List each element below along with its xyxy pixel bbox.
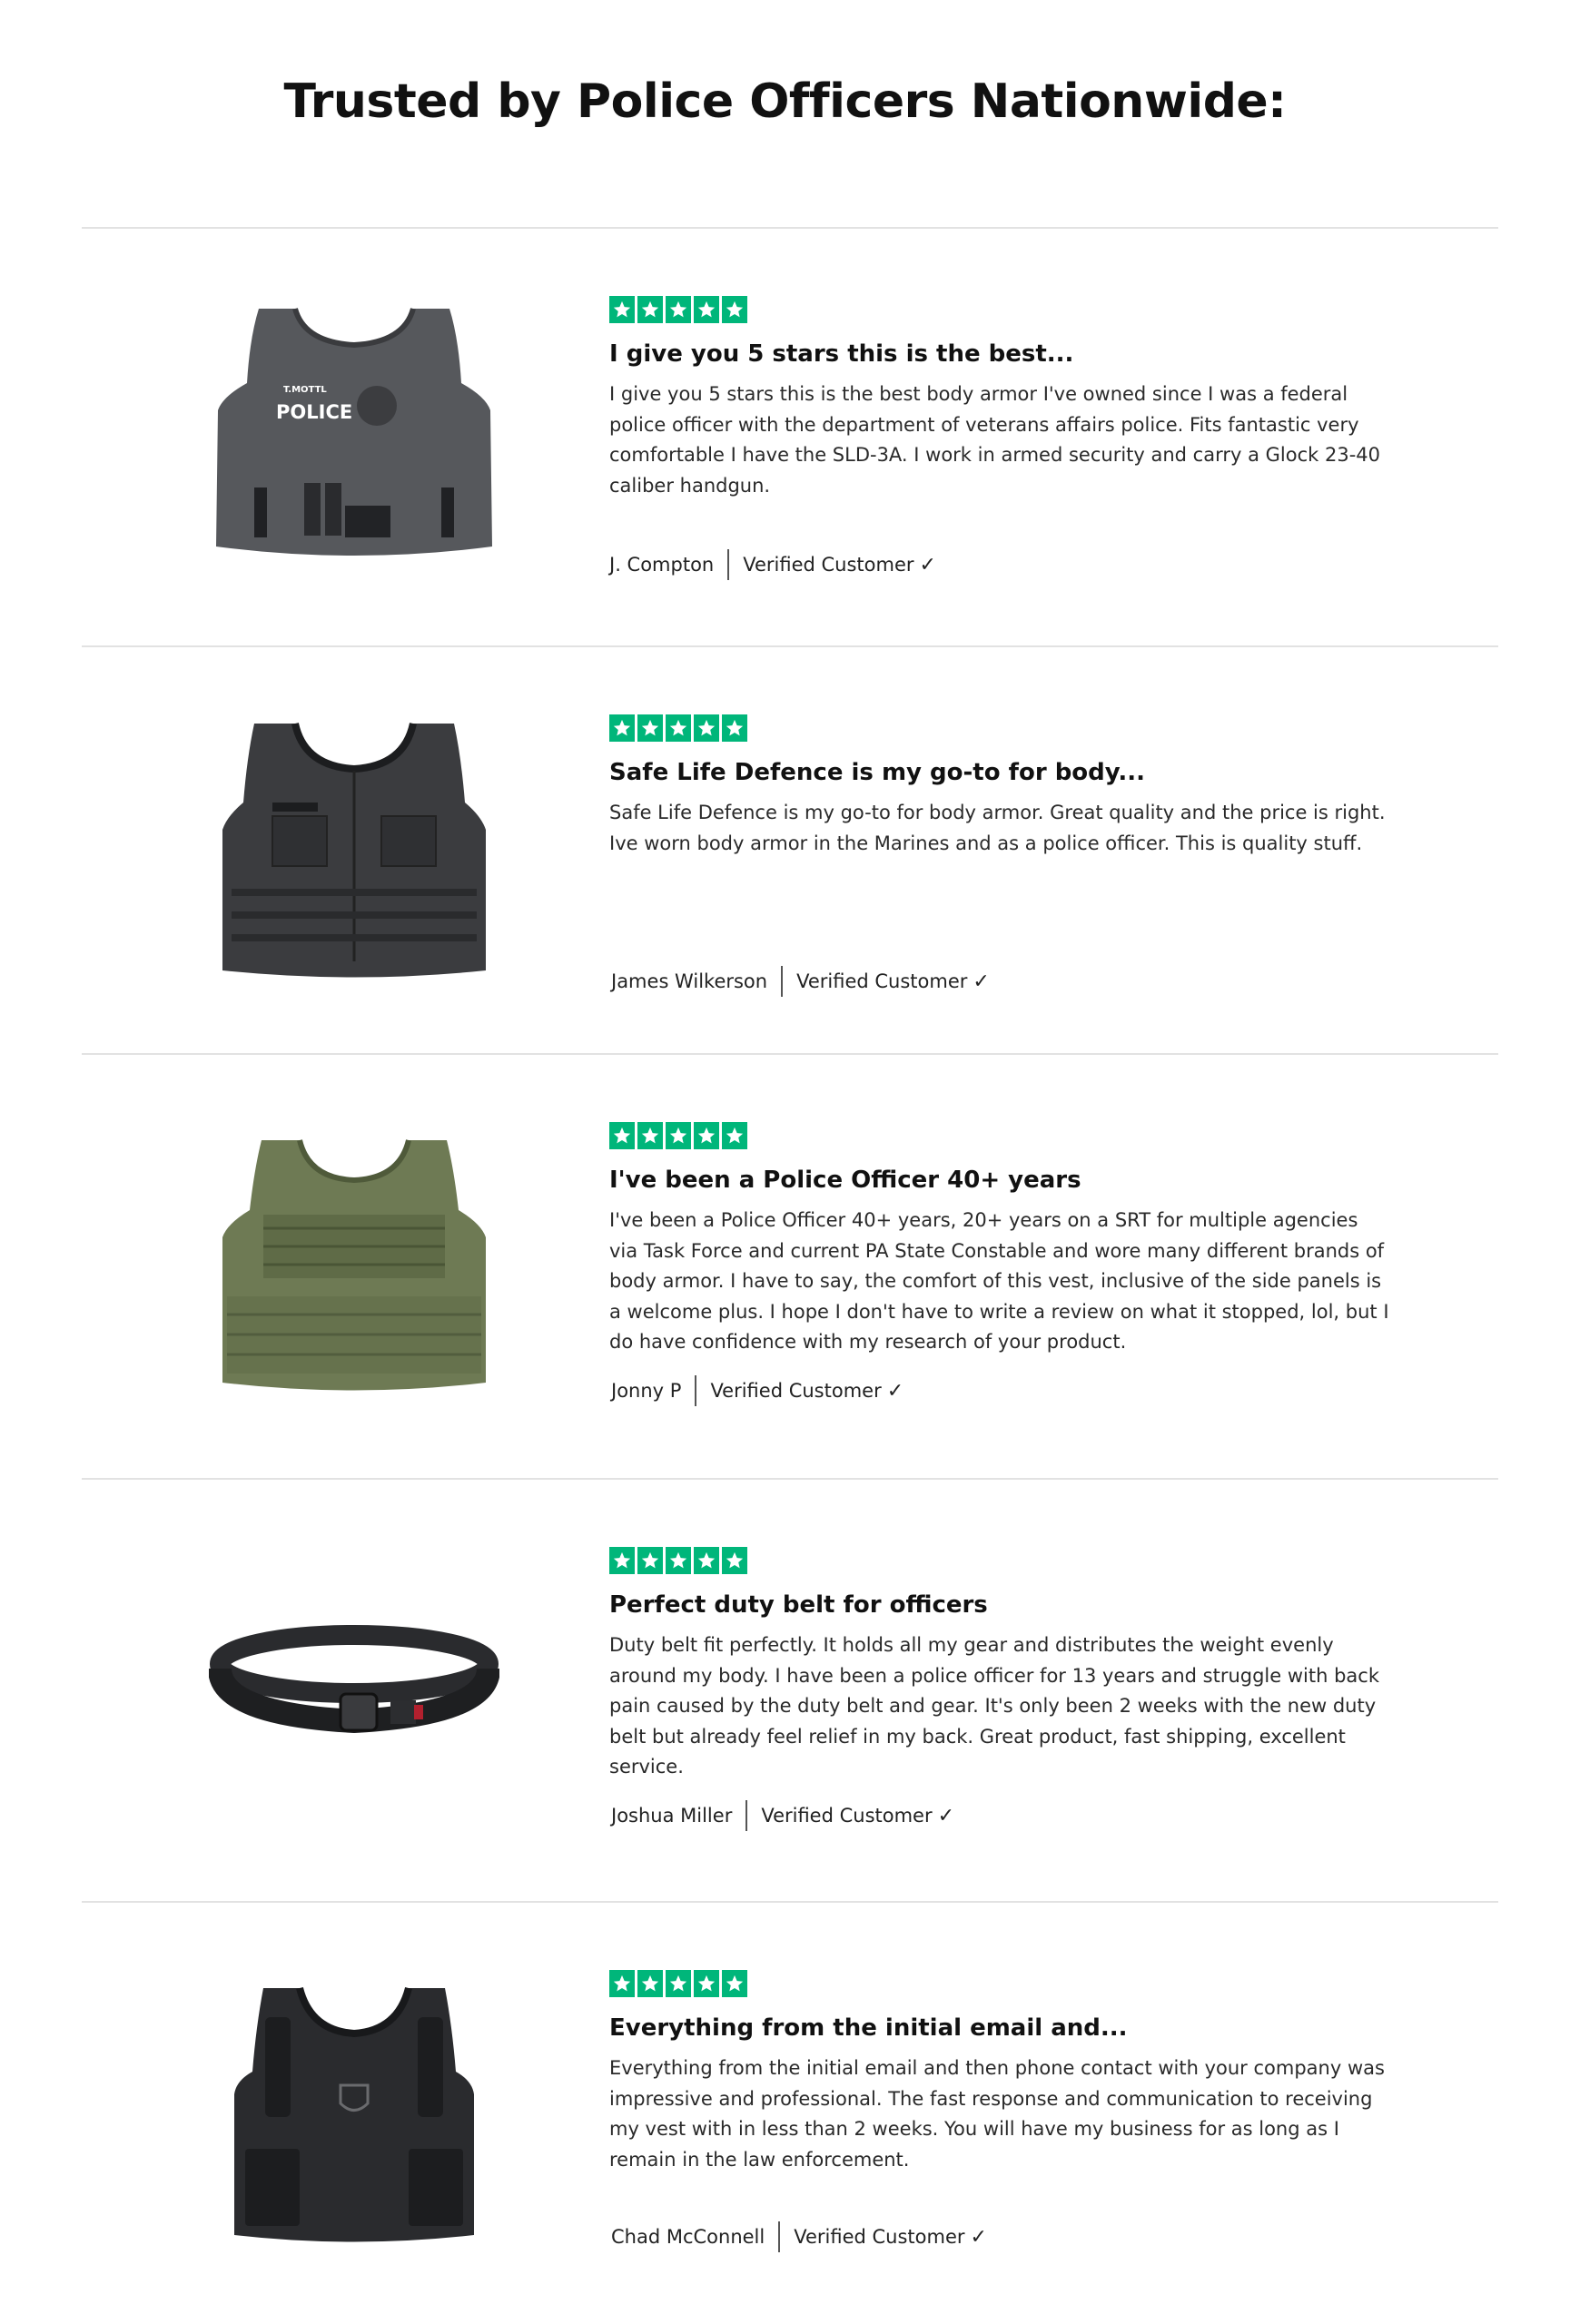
review-author-row <box>611 966 990 997</box>
star-icon <box>694 1122 719 1149</box>
star-icon <box>694 1970 719 1997</box>
star-icon <box>722 1547 747 1574</box>
author-separator <box>778 2221 780 2252</box>
star-icon <box>609 1547 635 1574</box>
star-icon <box>609 714 635 742</box>
check-icon: ✓ <box>937 1804 955 1827</box>
verified-label: Verified Customer <box>794 2226 965 2248</box>
star-icon <box>609 296 635 323</box>
star-icon <box>637 296 663 323</box>
star-icon <box>666 714 691 742</box>
divider <box>82 1901 1498 1903</box>
star-icon <box>722 1970 747 1997</box>
rating-stars <box>609 1547 1390 1574</box>
author-name: Chad McConnell <box>611 2226 765 2248</box>
star-icon <box>666 1122 691 1149</box>
star-icon <box>637 1970 663 1997</box>
review-title: Perfect duty belt for officers <box>609 1591 988 1619</box>
covert-vest-image <box>209 1981 499 2253</box>
review-title: Safe Life Defence is my go-to for body... <box>609 759 1145 786</box>
review-body: Duty belt fit perfectly. It holds all my gear and distributes the weight evenly around my body. I have been a police officer for 13 years and struggle with back pain caused by the duty belt and gear. It's only been 2 weeks with the new duty belt but already feel relief in my back. Great product, fast shipping, excellent service. <box>609 1634 1379 1777</box>
police-vest-image <box>209 301 499 574</box>
check-icon: ✓ <box>973 970 990 993</box>
author-name: Jonny P <box>611 1380 682 1402</box>
verified-label: Verified Customer <box>796 970 968 992</box>
star-icon <box>609 1970 635 1997</box>
divider <box>82 1478 1498 1480</box>
review-body: I give you 5 stars this is the best body armor I've owned since I was a federal police officer with the department of veterans affairs police. Fits fantastic very comfortable I have the SLD-3A. I work in armed security and carry a Glock 23-40 caliber handgun. <box>609 383 1381 497</box>
black-tactical-vest-image <box>209 716 499 989</box>
rating-stars <box>609 296 1390 323</box>
review-body: Safe Life Defence is my go-to for body armor. Great quality and the price is right. Ive worn body armor in the Marines and as a police officer. This is quality stuff. <box>609 802 1386 854</box>
star-icon <box>666 1970 691 1997</box>
check-icon: ✓ <box>886 1379 904 1403</box>
star-icon <box>722 714 747 742</box>
star-icon <box>722 296 747 323</box>
rating-stars <box>609 1970 1390 1997</box>
review-author-row <box>611 1375 903 1406</box>
author-name: James Wilkerson <box>611 970 768 992</box>
rating-stars <box>609 714 1390 742</box>
review-author-row <box>611 1800 954 1831</box>
review-author-row <box>611 2221 987 2252</box>
star-icon <box>666 1547 691 1574</box>
author-name: Joshua Miller <box>611 1805 733 1827</box>
review-author-row <box>609 549 936 580</box>
author-name: J. Compton <box>609 554 715 576</box>
star-icon <box>694 714 719 742</box>
check-icon: ✓ <box>919 553 936 576</box>
author-separator <box>727 549 729 580</box>
star-icon <box>637 1122 663 1149</box>
review-title: I've been a Police Officer 40+ years <box>609 1167 1081 1194</box>
author-separator <box>781 966 783 997</box>
green-molle-vest-image <box>209 1133 499 1405</box>
rating-stars <box>609 1122 1390 1149</box>
review-title: I give you 5 stars this is the best... <box>609 340 1074 368</box>
star-icon <box>694 1547 719 1574</box>
review-title: Everything from the initial email and... <box>609 2014 1128 2042</box>
patch-name: T.MOTTL <box>283 385 327 395</box>
review-body: I've been a Police Officer 40+ years, 20+ years on a SRT for multiple agencies via Task Force and current PA State Constable and wore many different brands of body armor. I have to say, the comfort of this vest, inclusive of the side panels is a welcome plus. I hope I don't have to write a review on what it stopped, lol, but I do have confidence with my research of your product. <box>609 1209 1389 1353</box>
check-icon: ✓ <box>970 2225 987 2249</box>
star-icon <box>609 1122 635 1149</box>
patch-text: POLICE <box>276 401 353 423</box>
star-icon <box>637 714 663 742</box>
star-icon <box>722 1122 747 1149</box>
verified-label: Verified Customer <box>743 554 914 576</box>
author-separator <box>695 1375 696 1406</box>
verified-label: Verified Customer <box>710 1380 882 1402</box>
divider <box>82 1053 1498 1055</box>
divider <box>82 227 1498 229</box>
star-icon <box>637 1547 663 1574</box>
divider <box>82 645 1498 647</box>
page-title: Trusted by Police Officers Nationwide: <box>283 74 1287 129</box>
duty-belt-image <box>209 1614 499 1759</box>
verified-label: Verified Customer <box>761 1805 933 1827</box>
author-separator <box>746 1800 747 1831</box>
review-body: Everything from the initial email and then phone contact with your company was impressive and professional. The fast response and communication to receiving my vest with in less than 2 weeks. You will have my business for as long as I remain in the law enforcement. <box>609 2057 1385 2171</box>
star-icon <box>666 296 691 323</box>
star-icon <box>694 296 719 323</box>
